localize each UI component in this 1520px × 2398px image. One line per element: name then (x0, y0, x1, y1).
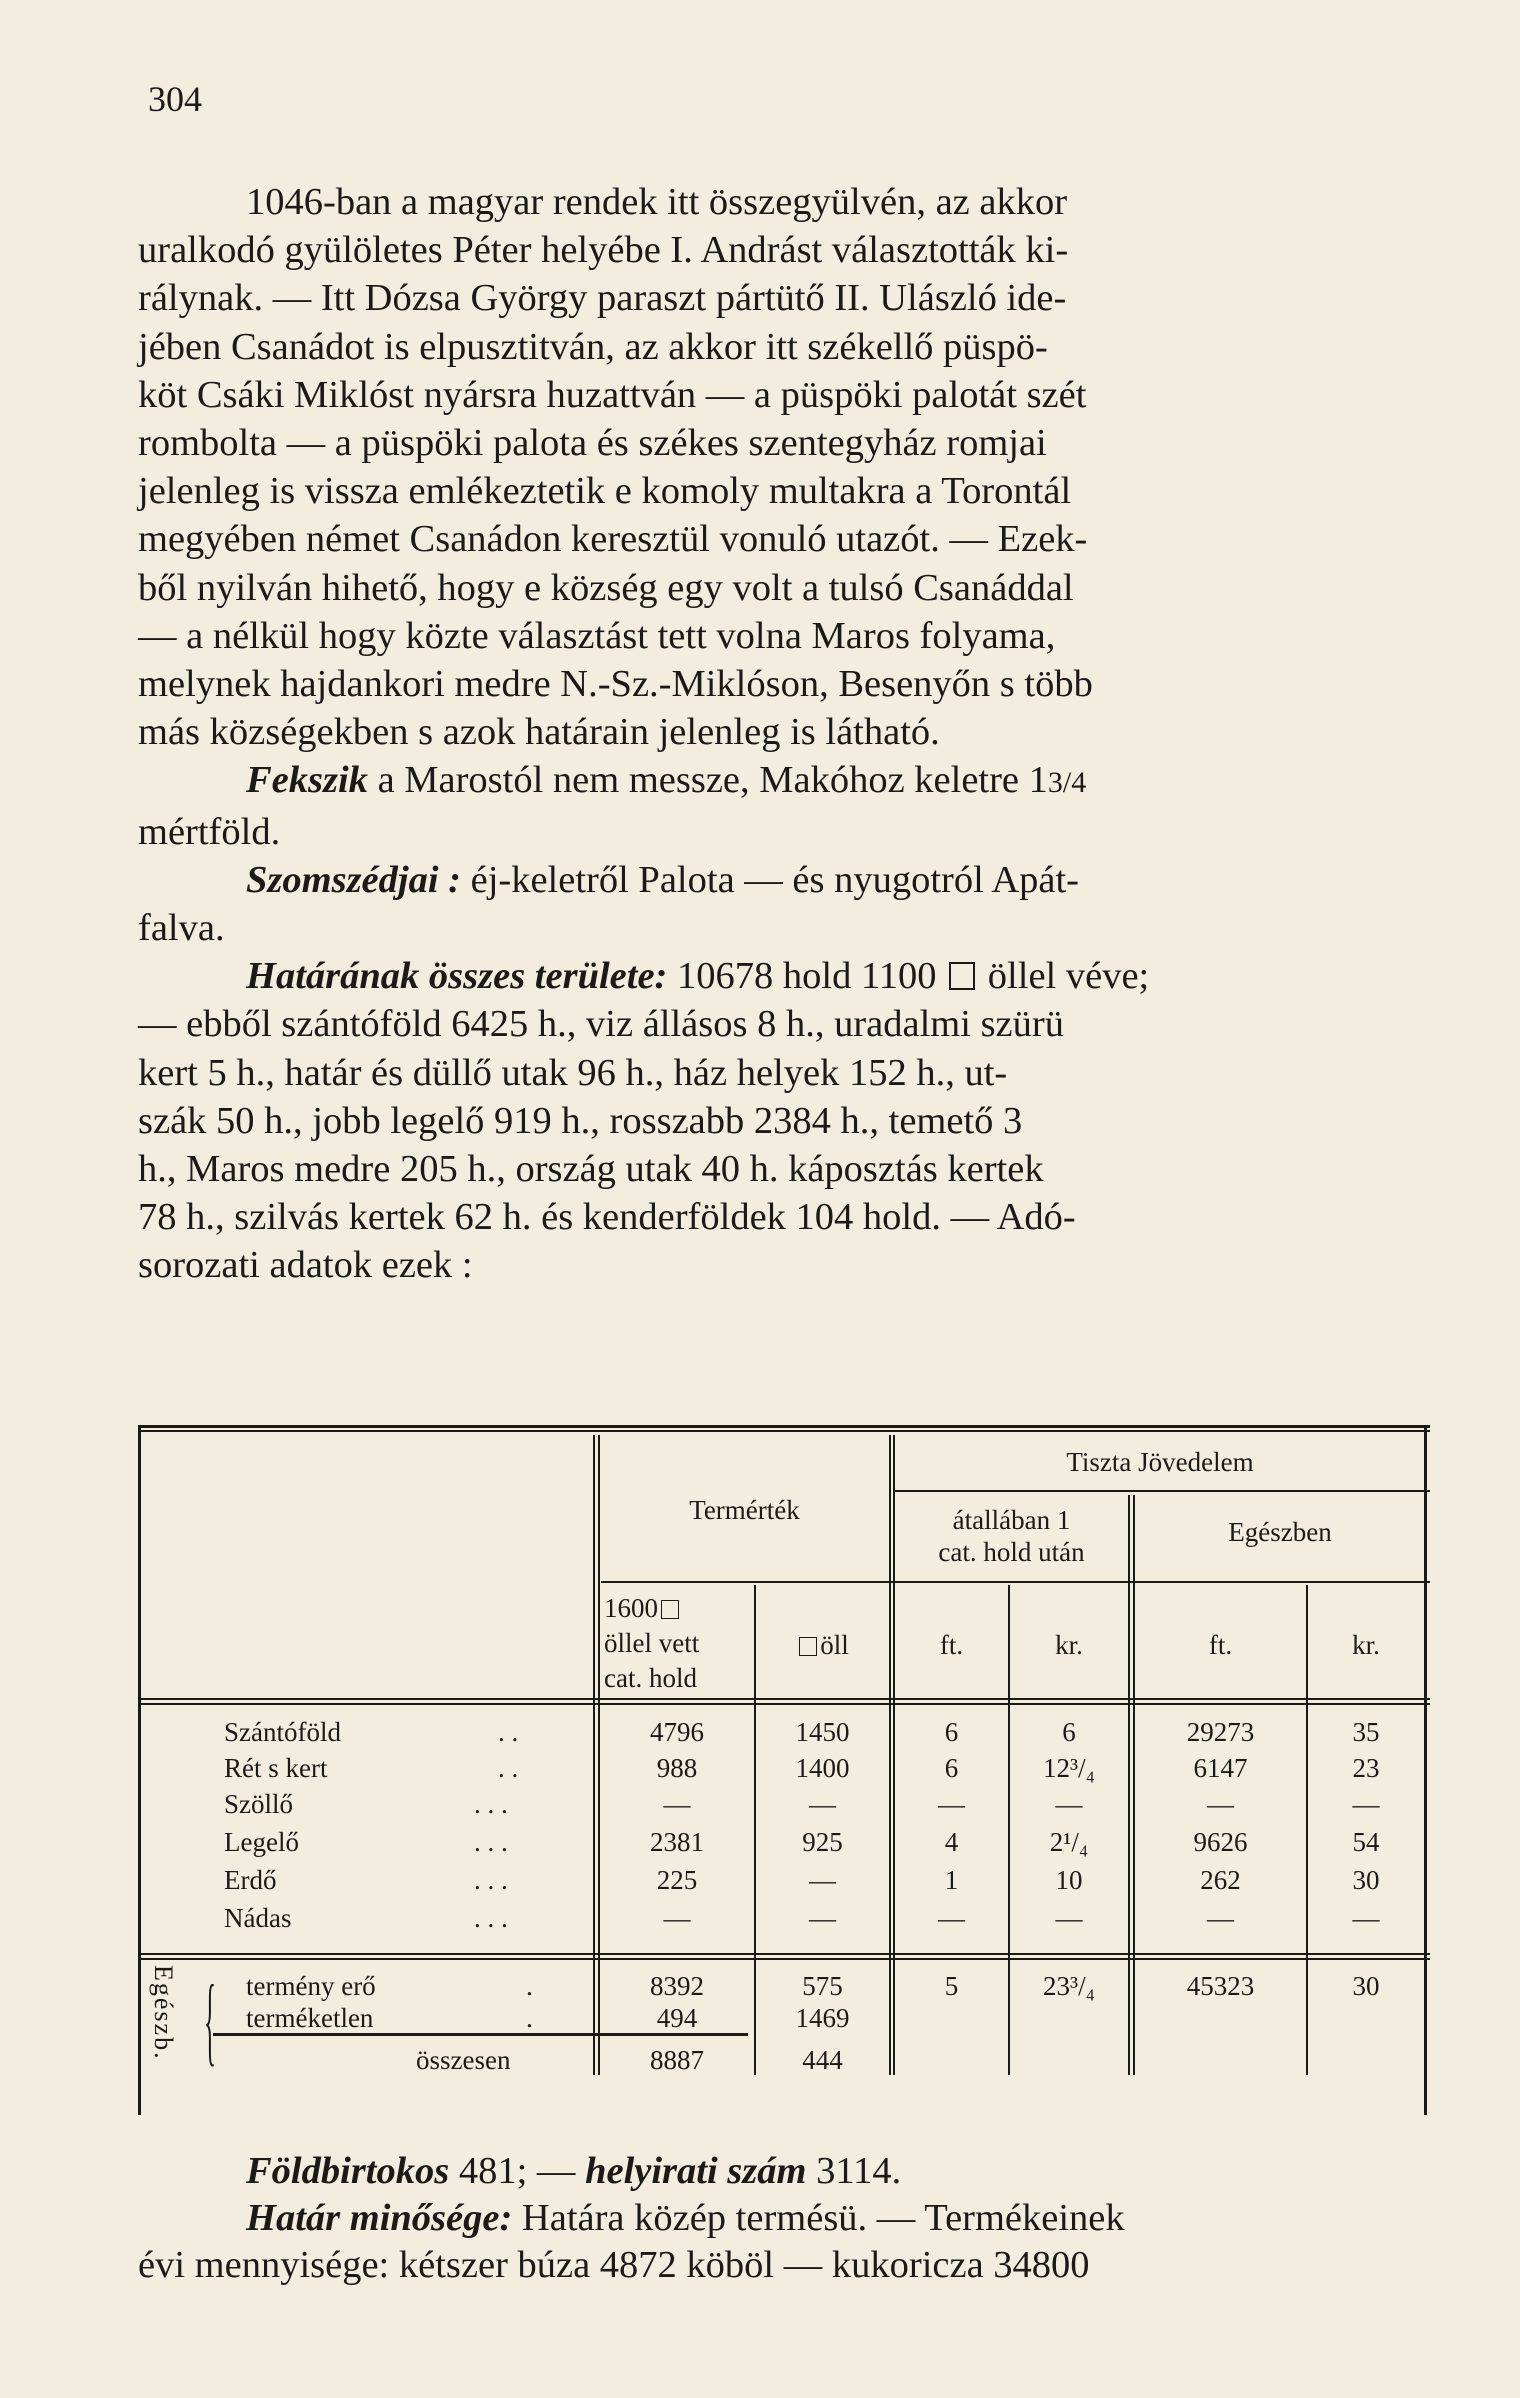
row-dots: . . . (474, 1903, 508, 1933)
header-termertek: Termérték (689, 1495, 800, 1525)
row-kr: — (1055, 1903, 1083, 1933)
brace-icon: { (204, 1964, 216, 2075)
szomszedjai-paragraph (138, 856, 1434, 904)
page-number: 304 (148, 79, 202, 119)
row-oll: — (809, 1865, 836, 1895)
row-kr: — (1055, 1789, 1083, 1819)
body-text (138, 178, 1434, 1290)
hatar-label: Határának összes területe: (246, 955, 668, 998)
sum-row-dots: . (526, 2003, 533, 2033)
total-label: összesen (416, 2045, 511, 2075)
row-name: Legelő (224, 1827, 299, 1857)
minoseg-line (138, 2195, 1434, 2242)
sum-row-name: terméketlen (246, 2003, 374, 2033)
row-oll: 925 (802, 1827, 843, 1857)
sum-row-oll: 1469 (795, 2003, 850, 2033)
sum-row-dots: . (526, 1971, 533, 2001)
text-line: évi mennyisége: kétszer búza 4872 köböl — kukoricza 34800 (138, 2244, 1090, 2286)
total-hold: 8887 (650, 2045, 704, 2075)
row-ft: — (938, 1789, 965, 1819)
text-line: h., Maros medre 205 h., ország utak 40 h. káposztás kertek (138, 1148, 1044, 1191)
fekszik-paragraph (138, 756, 1434, 807)
text-line: más községekben s azok határain jelenleg is látható. (138, 711, 940, 754)
szomszedjai-label: Szomszédjai : (246, 858, 461, 901)
row-oll: 1400 (795, 1753, 850, 1783)
foldbirtokos-label: Földbirtokos (246, 2150, 450, 2192)
row-kr: 12³/₄ (1042, 1753, 1095, 1783)
row-kr-total: 30 (1352, 1865, 1380, 1895)
text-line: köt Csáki Miklóst nyársra huzattván — a püspöki palotát szét (138, 373, 1087, 416)
fekszik-fraction: 3/4 (1047, 766, 1087, 800)
text-line: — a nélkül hogy közte választást tett volna Maros folyama, (138, 614, 1056, 657)
minoseg-text: Határa közép termésü. — Termékeinek (521, 2197, 1125, 2239)
text-line: rombolta — a püspöki palota és székes szentegyház romjai (138, 422, 1047, 465)
square-unit-icon (799, 1637, 817, 1656)
row-dots: . . . (474, 1865, 508, 1895)
row-oll: — (809, 1903, 836, 1933)
row-hold: — (663, 1789, 691, 1819)
text-line: rálynak. — Itt Dózsa György paraszt pártütő II. Ulászló ide- (138, 277, 1067, 320)
sum-row-oll: 575 (802, 1971, 843, 2001)
hatar-paragraph (138, 952, 1434, 1000)
row-hold: 988 (656, 1753, 698, 1783)
minoseg-label: Határ minősége: (246, 2197, 513, 2239)
subheader-ollel-vett: öllel vett (604, 1628, 700, 1658)
row-dots: . . . (474, 1827, 508, 1857)
row-dots: . . (498, 1753, 519, 1783)
helyirati-label: helyirati szám (585, 2150, 807, 2192)
text-line: ből nyilván hihető, hogy e község egy volt a tulsó Csanáddal (138, 566, 1074, 609)
text-line: mértföld. (138, 810, 281, 853)
row-ft: 6 (944, 1753, 959, 1783)
row-kr-total: — (1352, 1903, 1380, 1933)
row-ft: 4 (944, 1827, 959, 1857)
subheader-cat-hold: cat. hold (604, 1663, 697, 1693)
row-name: Erdő (224, 1865, 277, 1895)
row-name: Szántóföld (224, 1717, 341, 1747)
row-oll: 1450 (795, 1717, 850, 1747)
row-hold: 2381 (650, 1827, 704, 1857)
row-kr-total: 35 (1352, 1717, 1380, 1747)
row-ft-total: — (1207, 1903, 1234, 1933)
row-ft-total: 262 (1200, 1865, 1241, 1895)
fekszik-label: Fekszik (246, 759, 368, 802)
row-ft: — (938, 1903, 965, 1933)
sum-kr-total: 30 (1352, 1971, 1380, 2001)
row-ft-total: — (1207, 1789, 1234, 1819)
subheader-1600-text: 1600 (604, 1593, 658, 1623)
sum-row-hold: 8392 (650, 1971, 704, 2001)
square-unit-icon (661, 1600, 679, 1619)
row-kr-total: 54 (1352, 1827, 1380, 1857)
fekszik-text: a Marostól nem messze, Makóhoz keletre 1 (377, 759, 1048, 802)
subheader-kr-total: kr. (1352, 1630, 1380, 1660)
text-line: 78 h., szilvás kertek 62 h. és kenderföldek 104 hold. — Adó- (138, 1196, 1076, 1239)
sum-kr: 23³/₄ (1042, 1971, 1095, 2001)
row-hold: 225 (656, 1865, 698, 1895)
row-name: Rét s kert (224, 1753, 328, 1783)
row-ft: 1 (944, 1865, 959, 1895)
header-tiszta-jovedelem: Tiszta Jövedelem (1066, 1447, 1254, 1477)
text-line: melynek hajdankori medre N.-Sz.-Miklóson, Besenyőn s több (138, 663, 1093, 706)
row-ft-total: 6147 (1193, 1753, 1248, 1783)
helyirati-value: 3114. (816, 2150, 902, 2192)
text-line: jében Csanádot is elpusztitván, az akkor itt székellő püspö- (138, 325, 1048, 368)
szomszedjai-text: éj-keletről Palota — és nyugotról Apát- (470, 858, 1079, 901)
subheader-1600 (604, 1593, 682, 1623)
row-ft: 6 (944, 1717, 959, 1747)
row-kr: 2¹/₄ (1049, 1827, 1089, 1857)
header-atallaban: átallában 1 (952, 1505, 1071, 1535)
text-line: szák 50 h., jobb legelő 919 h., rosszabb 2384 h., temető 3 (138, 1099, 1023, 1142)
row-kr-total: — (1352, 1789, 1380, 1819)
hatar-text: 10678 hold 1100 (677, 955, 937, 998)
sum-ft: 5 (944, 1971, 959, 2001)
row-kr-total: 23 (1352, 1753, 1380, 1783)
row-kr: 10 (1055, 1865, 1083, 1895)
text-line: sorozati adatok ezek : (138, 1244, 473, 1287)
row-name: Nádas (224, 1903, 292, 1933)
text-line: jelenleg is vissza emlékeztetik e komoly multakra a Torontál (138, 470, 1072, 513)
text-line: megyében német Csanádon keresztül vonuló utazót. — Ezek- (138, 518, 1088, 561)
row-ft-total: 29273 (1186, 1717, 1255, 1747)
tax-table (138, 1425, 1430, 2115)
row-dots: . . . (474, 1789, 508, 1819)
subheader-ft-total: ft. (1208, 1630, 1233, 1660)
text-line: falva. (138, 907, 225, 950)
egeszb-label: Egészb. (149, 1965, 178, 2061)
footer-text (138, 2148, 1434, 2289)
row-hold: 4796 (650, 1717, 704, 1747)
subheader-ft: ft. (939, 1630, 964, 1660)
square-unit-icon (949, 962, 975, 990)
text-line: uralkodó gyülöletes Péter helyébe I. Andrást választották ki- (138, 229, 1069, 272)
row-oll: — (809, 1789, 836, 1819)
sum-row-name: termény erő (246, 1971, 376, 2001)
header-egeszben: Egészben (1228, 1517, 1332, 1547)
row-dots: . . (498, 1717, 519, 1747)
row-kr: 6 (1062, 1717, 1076, 1747)
row-ft-total: 9626 (1193, 1827, 1248, 1857)
text-line: 1046-ban a magyar rendek itt összegyülvén, az akkor (246, 181, 1068, 223)
total-oll: 444 (802, 2045, 843, 2075)
row-name: Szöllő (224, 1789, 294, 1819)
header-cat-hold-utan: cat. hold után (938, 1537, 1085, 1567)
subheader-oll-text: öll (820, 1630, 849, 1660)
text-line: — ebből szántóföld 6425 h., viz állásos 8 h., uradalmi szürü (138, 1003, 1064, 1046)
row-hold: — (663, 1903, 691, 1933)
foldbirtokos-line (138, 2148, 1434, 2195)
sum-row-hold: 494 (656, 2003, 698, 2033)
foldbirtokos-value: 481; — (458, 2150, 576, 2192)
hatar-text-after: öllel véve; (987, 955, 1150, 998)
subheader-oll (756, 1630, 889, 1660)
text-line: kert 5 h., határ és düllő utak 96 h., ház helyek 152 h., ut- (138, 1051, 1008, 1094)
subheader-kr: kr. (1055, 1630, 1083, 1660)
sum-ft-total: 45323 (1186, 1971, 1255, 2001)
